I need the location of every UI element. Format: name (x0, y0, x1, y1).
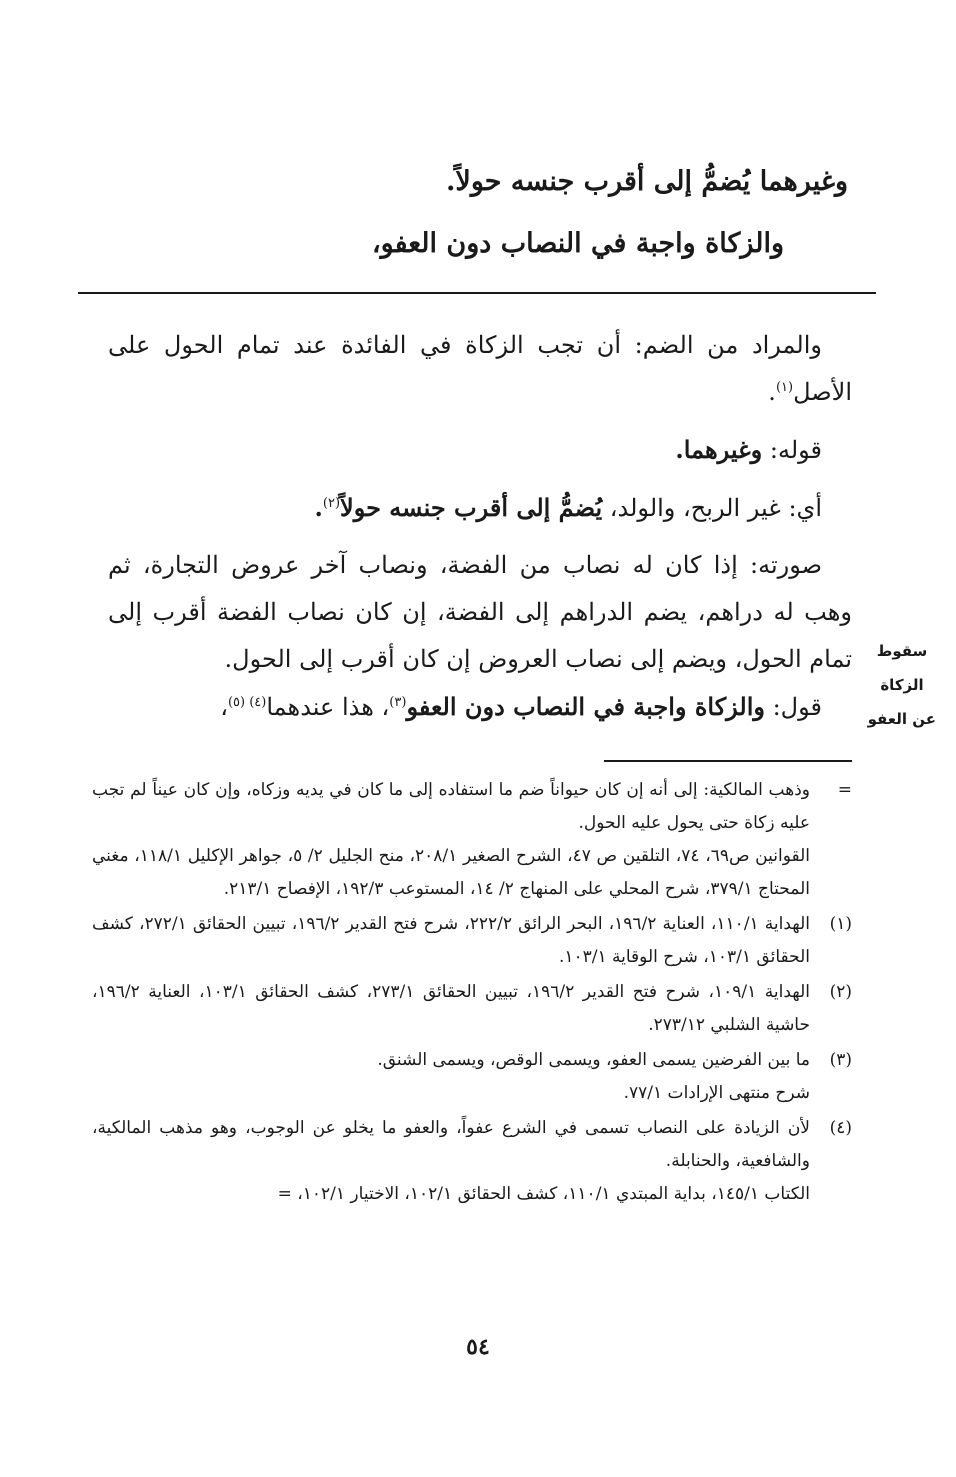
footnote-marker: (٤) (829, 1118, 852, 1138)
commentary-paragraph-5 (108, 683, 852, 731)
footnote-marker: = (837, 780, 852, 800)
footnote-body (92, 976, 810, 1042)
footnote-body (92, 1112, 810, 1211)
commentary-body (108, 322, 852, 731)
matn-line-1: وغيرهما يُضمُّ إلى أقرب جنسه حولاً. (446, 166, 848, 197)
footnote-body (92, 908, 810, 974)
footnote-line: لأن الزيادة على النصاب تسمى في الشرع عفواً، والعفو ما يخلو عن الوجوب، وهو مذهب المالكية، والشافعية، والحنابلة. (92, 1118, 810, 1171)
footnote-3 (92, 1044, 852, 1110)
paragraph-1-end: . (768, 378, 776, 406)
footnote-line: القوانين ص٦٩، ٧٤، التلقين ص ٤٧، الشرح الصغير ٢٠٨/١، منح الجليل ٢/ ٥، جواهر الإكليل ١١٨/١، مغني المحتاج ٣٧٩/١، شرح المحلي على المنهاج ٢/ ١٤، المستوعب ١٩٢/٣، الإفصاح ٢١٣/١. (92, 846, 810, 899)
margin-heading-line-1: سقوط (876, 642, 928, 660)
footnote-body (92, 774, 810, 906)
paragraph-5-quote: والزكاة واجبة في النصاب دون العفو (406, 692, 765, 721)
footnote-4 (92, 1112, 852, 1211)
margin-heading (868, 634, 936, 736)
matn-line-2: والزكاة واجبة في النصاب دون العفو، (371, 228, 784, 259)
footnote-ref-1: (١) (775, 380, 794, 395)
footnote-1 (92, 908, 852, 974)
footnote-line: شرح منتهى الإرادات ٧٧/١. (623, 1083, 810, 1103)
footnote-2 (92, 976, 852, 1042)
paragraph-3-end: . (314, 493, 323, 522)
paragraph-3-quote: يُضمُّ إلى أقرب جنسه حولاً (340, 493, 603, 522)
footnote-marker: (٣) (829, 1050, 852, 1070)
footnote-ref-3: (٣) (389, 695, 407, 710)
footnote-continuation (92, 774, 852, 906)
margin-heading-line-2: الزكاة (880, 676, 924, 694)
commentary-paragraph-2 (108, 426, 852, 474)
matn-separator-rule (78, 292, 876, 294)
paragraph-5-end: ، (220, 693, 228, 721)
footnote-marker: (١) (829, 914, 852, 934)
footnote-body (92, 1044, 810, 1110)
footnote-ref-2: (٢) (322, 496, 341, 511)
footnote-line: الكتاب ١٤٥/١، بداية المبتدي ١١٠/١، كشف الحقائق ١٠٢/١، الاختيار ١٠٢/١، = (277, 1184, 810, 1204)
footnote-line: وذهب المالكية: إلى أنه إن كان حيواناً ضم ما استفاده إلى ما كان في يديه وزكاه، وإن كان عيناً لم تجب عليه زكاة حتى يحول عليه الحول. (92, 780, 810, 833)
footnotes (92, 774, 852, 1213)
commentary-paragraph-4: صورته: إذا كان له نصاب من الفضة، ونصاب آخر عروض التجارة، ثم وهب له دراهم، يضم الدراهم إلى الفضة، إن كان نصاب الفضة أقرب إلى تمام الحول، ويضم إلى نصاب العروض إن كان أقرب إلى الحول. (108, 551, 852, 673)
paragraph-2-quote: وغيرهما. (675, 435, 763, 464)
footnote-line: الهداية ١١٠/١، العناية ١٩٦/٢، البحر الرائق ٢٢٢/٢، شرح فتح القدير ١٩٦/٢، تبيين الحقائق ٢٧٢/١، كشف الحقائق ١٠٣/١، شرح الوقاية ١٠٣/١. (92, 914, 811, 967)
paragraph-1-text: والمراد من الضم: أن تجب الزكاة في الفائدة عند تمام الحول على الأصل (108, 331, 852, 406)
footnote-separator-rule (604, 760, 852, 762)
footnote-line: ما بين الفرضين يسمى العفو، ويسمى الوقص، ويسمى الشنق. (377, 1050, 810, 1070)
margin-heading-line-3: عن العفو (867, 710, 936, 728)
paragraph-2-lead: قوله: (762, 436, 822, 464)
footnote-marker: (٢) (829, 982, 852, 1002)
paragraph-5-middle: ، هذا عندهما (266, 693, 390, 721)
footnote-ref-4-5: (٤) (٥) (227, 695, 267, 710)
paragraph-3-lead: أي: غير الربح، والولد، (602, 494, 822, 522)
page-number: ٥٤ (466, 1334, 490, 1360)
footnote-line: الهداية ١٠٩/١، شرح فتح القدير ١٩٦/٢، تبيين الحقائق ٢٧٣/١، كشف الحقائق ١٠٣/١، العناية ١٩٦/٢، حاشية الشلبي ٢٧٣/١٢. (92, 982, 811, 1035)
commentary-paragraph-3 (108, 484, 852, 532)
paragraph-5-lead: قول: (764, 693, 822, 721)
commentary-paragraph-1 (108, 322, 852, 416)
